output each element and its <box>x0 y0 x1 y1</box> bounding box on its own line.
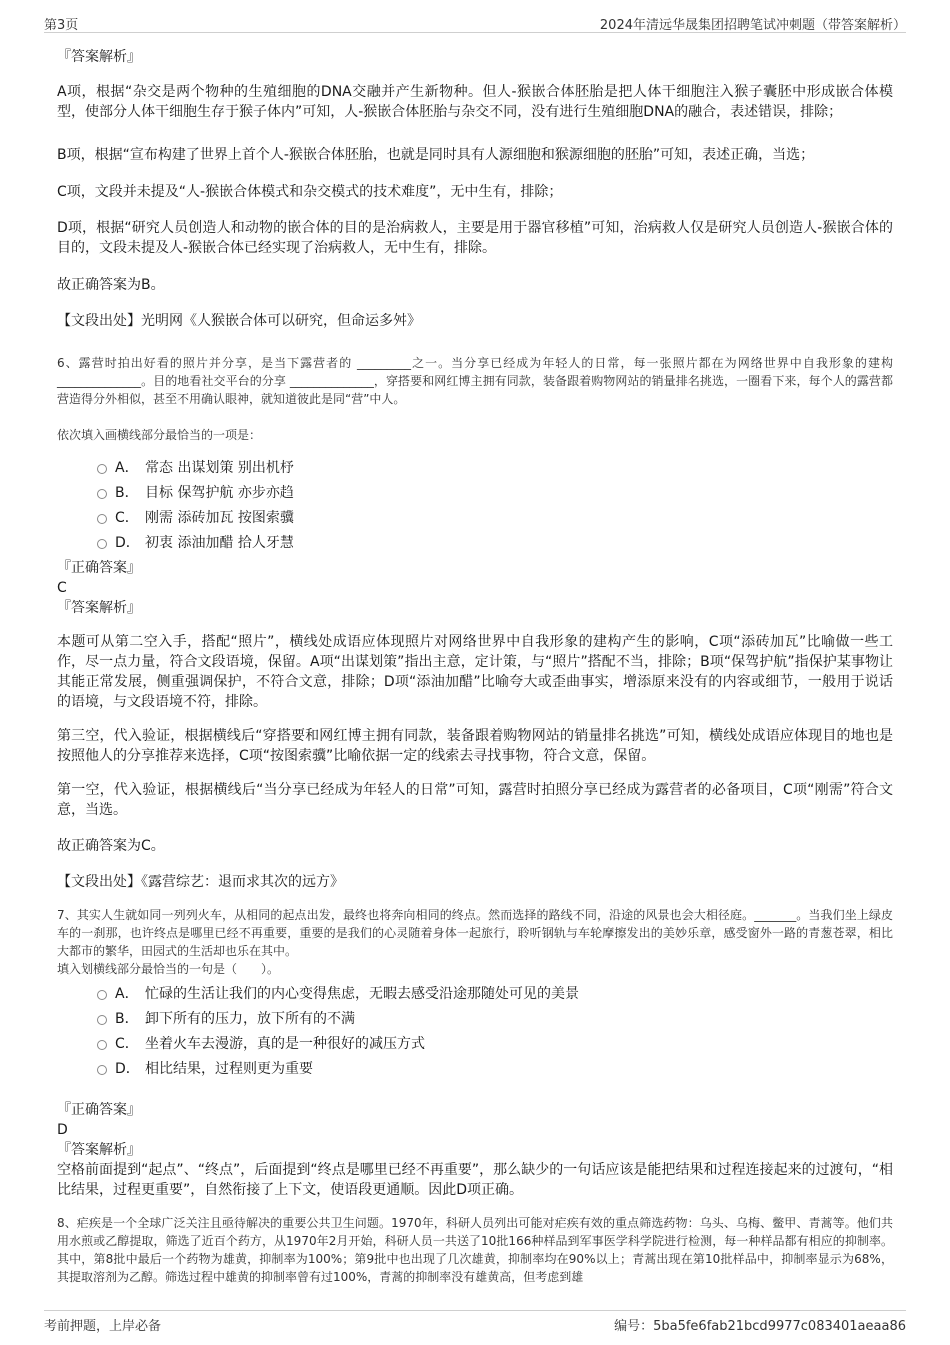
radio-icon[interactable] <box>97 489 107 499</box>
q6-analysis-3: 第一空，代入验证，根据横线后“当分享已经成为年轻人的日常”可知，露营时拍照分享已经成为露营者的必备项目，C项“刚需”符合文意，当选。 <box>57 782 893 818</box>
q6-option-c[interactable]: C． 刚需 添砖加瓦 按图索骥 <box>57 506 893 531</box>
q8-stem: 8、疟疾是一个全球广泛关注且亟待解决的重要公共卫生问题。1970年，科研人员列出可能对疟疾有效的重点筛选药物：乌头、乌梅、鳖甲、青蒿等。他们共用水煎或乙醇提取，筛选了近百个药方，从1970年2月开始，科研人员一共送了10批166种样品到军事医学科学院进行检测，每一种样品都有相应的抑制率。其中，第8批中最后一个药物为雄黄，抑制率为100%；第9批中也出现了几次雄黄，抑制率均在90%以上；青蒿出现在第10批样品中，抑制率显示为68%，其提取溶剂为乙醇。筛选过程中雄黄的抑制率曾有过100%，青蒿的抑制率没有雄黄高，但考虑到雄 <box>57 1216 893 1284</box>
q6-analysis-2: 第三空，代入验证，根据横线后“穿搭要和网红博主拥有同款，装备跟着购物网站的销量排名挑选”可知，横线处成语应体现目的地也是按照他人的分享推荐来选择，C项“按图索骥”比喻依据一定的线索去寻找事物，符合文意，保留。 <box>57 728 893 764</box>
q7-stem: 7、其实人生就如同一列列火车，从相同的起点出发，最终也将奔向相同的终点。然而选择的路线不同，沿途的风景也会大相径庭。_______。当我们坐上绿皮车的一刹那，也许终点是哪里已经不再重要，重要的是我们的心灵随着身体一起旅行，聆听钢轨与车轮摩擦发出的美妙乐章，感受窗外一路的青葱苍翠，相比大都市的繁华，田园式的生活却也乐在其中。 <box>57 908 893 958</box>
q7-prompt: 填入划横线部分最恰当的一句是（ ）。 <box>57 962 280 976</box>
q5-analysis-label: 『答案解析』 <box>57 49 141 65</box>
q7-analysis: 空格前面提到“起点”、“终点”，后面提到“终点是哪里已经不再重要”，那么缺少的一句话应该是能把结果和过程连接起来的过渡句，“相比结果，过程更重要”，自然衔接了上下文，使语段更通顺。因此D项正确。 <box>57 1162 893 1198</box>
footer-slogan: 考前押题，上岸必备 <box>44 1319 162 1334</box>
document-title: 2024年清远华晟集团招聘笔试冲刺题（带答案解析） <box>599 18 906 33</box>
q5-analysis-d: D项，根据“研究人员创造人和动物的嵌合体的目的是治病救人，主要是用于器官移植”可知，治病救人仅是研究人员创造人-猴嵌合体的目的，文段未提及人-猴嵌合体已经实现了治病救人，无中生有，排除。 <box>57 220 893 256</box>
q6-options <box>57 456 893 556</box>
document-id: 编号：5ba5fe6fab21bcd9977c083401aeaa86 <box>614 1319 906 1334</box>
q7-options <box>57 982 893 1082</box>
radio-icon[interactable] <box>97 539 107 549</box>
radio-icon[interactable] <box>97 1015 107 1025</box>
radio-icon[interactable] <box>97 1040 107 1050</box>
radio-icon[interactable] <box>97 990 107 1000</box>
q6-conclusion: 故正确答案为C。 <box>57 838 165 854</box>
q6-stem: 6、露营时拍出好看的照片并分享，是当下露营者的 _________之一。当分享已经成为年轻人的日常，每一张照片都在为网络世界中自我形象的建构 ______________。目的地看社交平台的分享 ______________，穿搭要和网红博主拥有同款，装备跟着购物网站的销量排名挑选，一圈看下来，每个人的露营都营造得分外相似，甚至不用确认眼神，就知道彼此是同“营”中人。 <box>57 356 893 406</box>
q6-option-b[interactable]: B． 目标 保驾护航 亦步亦趋 <box>57 481 893 506</box>
document-body <box>57 44 893 1286</box>
page-header <box>44 12 906 33</box>
q6-correct-answer: C <box>57 580 67 596</box>
q6-analysis-label: 『答案解析』 <box>57 600 141 616</box>
q6-correct-label: 『正确答案』 <box>57 560 141 576</box>
q7-option-b[interactable]: B． 卸下所有的压力，放下所有的不满 <box>57 1007 893 1032</box>
page-footer <box>44 1310 906 1333</box>
q6-prompt: 依次填入画横线部分最恰当的一项是： <box>57 428 262 442</box>
radio-icon[interactable] <box>97 1065 107 1075</box>
q5-analysis-a: A项，根据“杂交是两个物种的生殖细胞的DNA交融并产生新物种。但人-猴嵌合体胚胎是把人体干细胞注入猴子囊胚中形成嵌合体模型，使部分人体干细胞生存于猴子体内”可知，人-猴嵌合体胚胎与杂交不同，没有进行生殖细胞DNA的融合，表述错误，排除； <box>57 84 893 120</box>
radio-icon[interactable] <box>97 464 107 474</box>
q5-analysis-c: C项，文段并未提及“人-猴嵌合体模式和杂交模式的技术难度”，无中生有，排除； <box>57 184 563 200</box>
page-number: 第3页 <box>44 18 79 33</box>
q5-conclusion: 故正确答案为B。 <box>57 277 165 293</box>
q6-option-d[interactable]: D． 初衷 添油加醋 拾人牙慧 <box>57 531 893 556</box>
q7-option-c[interactable]: C． 坐着火车去漫游，真的是一种很好的减压方式 <box>57 1032 893 1057</box>
q6-source: 【文段出处】《露营综艺：退而求其次的远方》 <box>57 874 344 890</box>
q6-option-a[interactable]: A． 常态 出谋划策 别出机杼 <box>57 456 893 481</box>
q7-option-d[interactable]: D． 相比结果，过程则更为重要 <box>57 1057 893 1082</box>
q7-correct-label: 『正确答案』 <box>57 1102 141 1118</box>
radio-icon[interactable] <box>97 514 107 524</box>
q7-correct-answer: D <box>57 1122 68 1138</box>
q5-analysis-b: B项，根据“宣布构建了世界上首个人-猴嵌合体胚胎，也就是同时具有人源细胞和猴源细胞的胚胎”可知，表述正确，当选； <box>57 147 815 163</box>
q6-analysis-1: 本题可从第二空入手，搭配“照片”，横线处成语应体现照片对网络世界中自我形象的建构产生的影响，C项“添砖加瓦”比喻做一些工作，尽一点力量，符合文段语境，保留。A项“出谋划策”指出主意，定计策，与“照片”搭配不当，排除；B项“保驾护航”指保护某事物让其能正常发展，侧重强调保护，不符合文意，排除；D项“添油加醋”比喻夸大或歪曲事实，增添原来没有的内容或细节，一般用于说话的语境，与文段语境不符，排除。 <box>57 634 893 710</box>
q5-source: 【文段出处】光明网《人猴嵌合体可以研究，但命运多舛》 <box>57 313 421 329</box>
q7-option-a[interactable]: A． 忙碌的生活让我们的内心变得焦虑，无暇去感受沿途那随处可见的美景 <box>57 982 893 1007</box>
q7-analysis-label: 『答案解析』 <box>57 1142 141 1158</box>
